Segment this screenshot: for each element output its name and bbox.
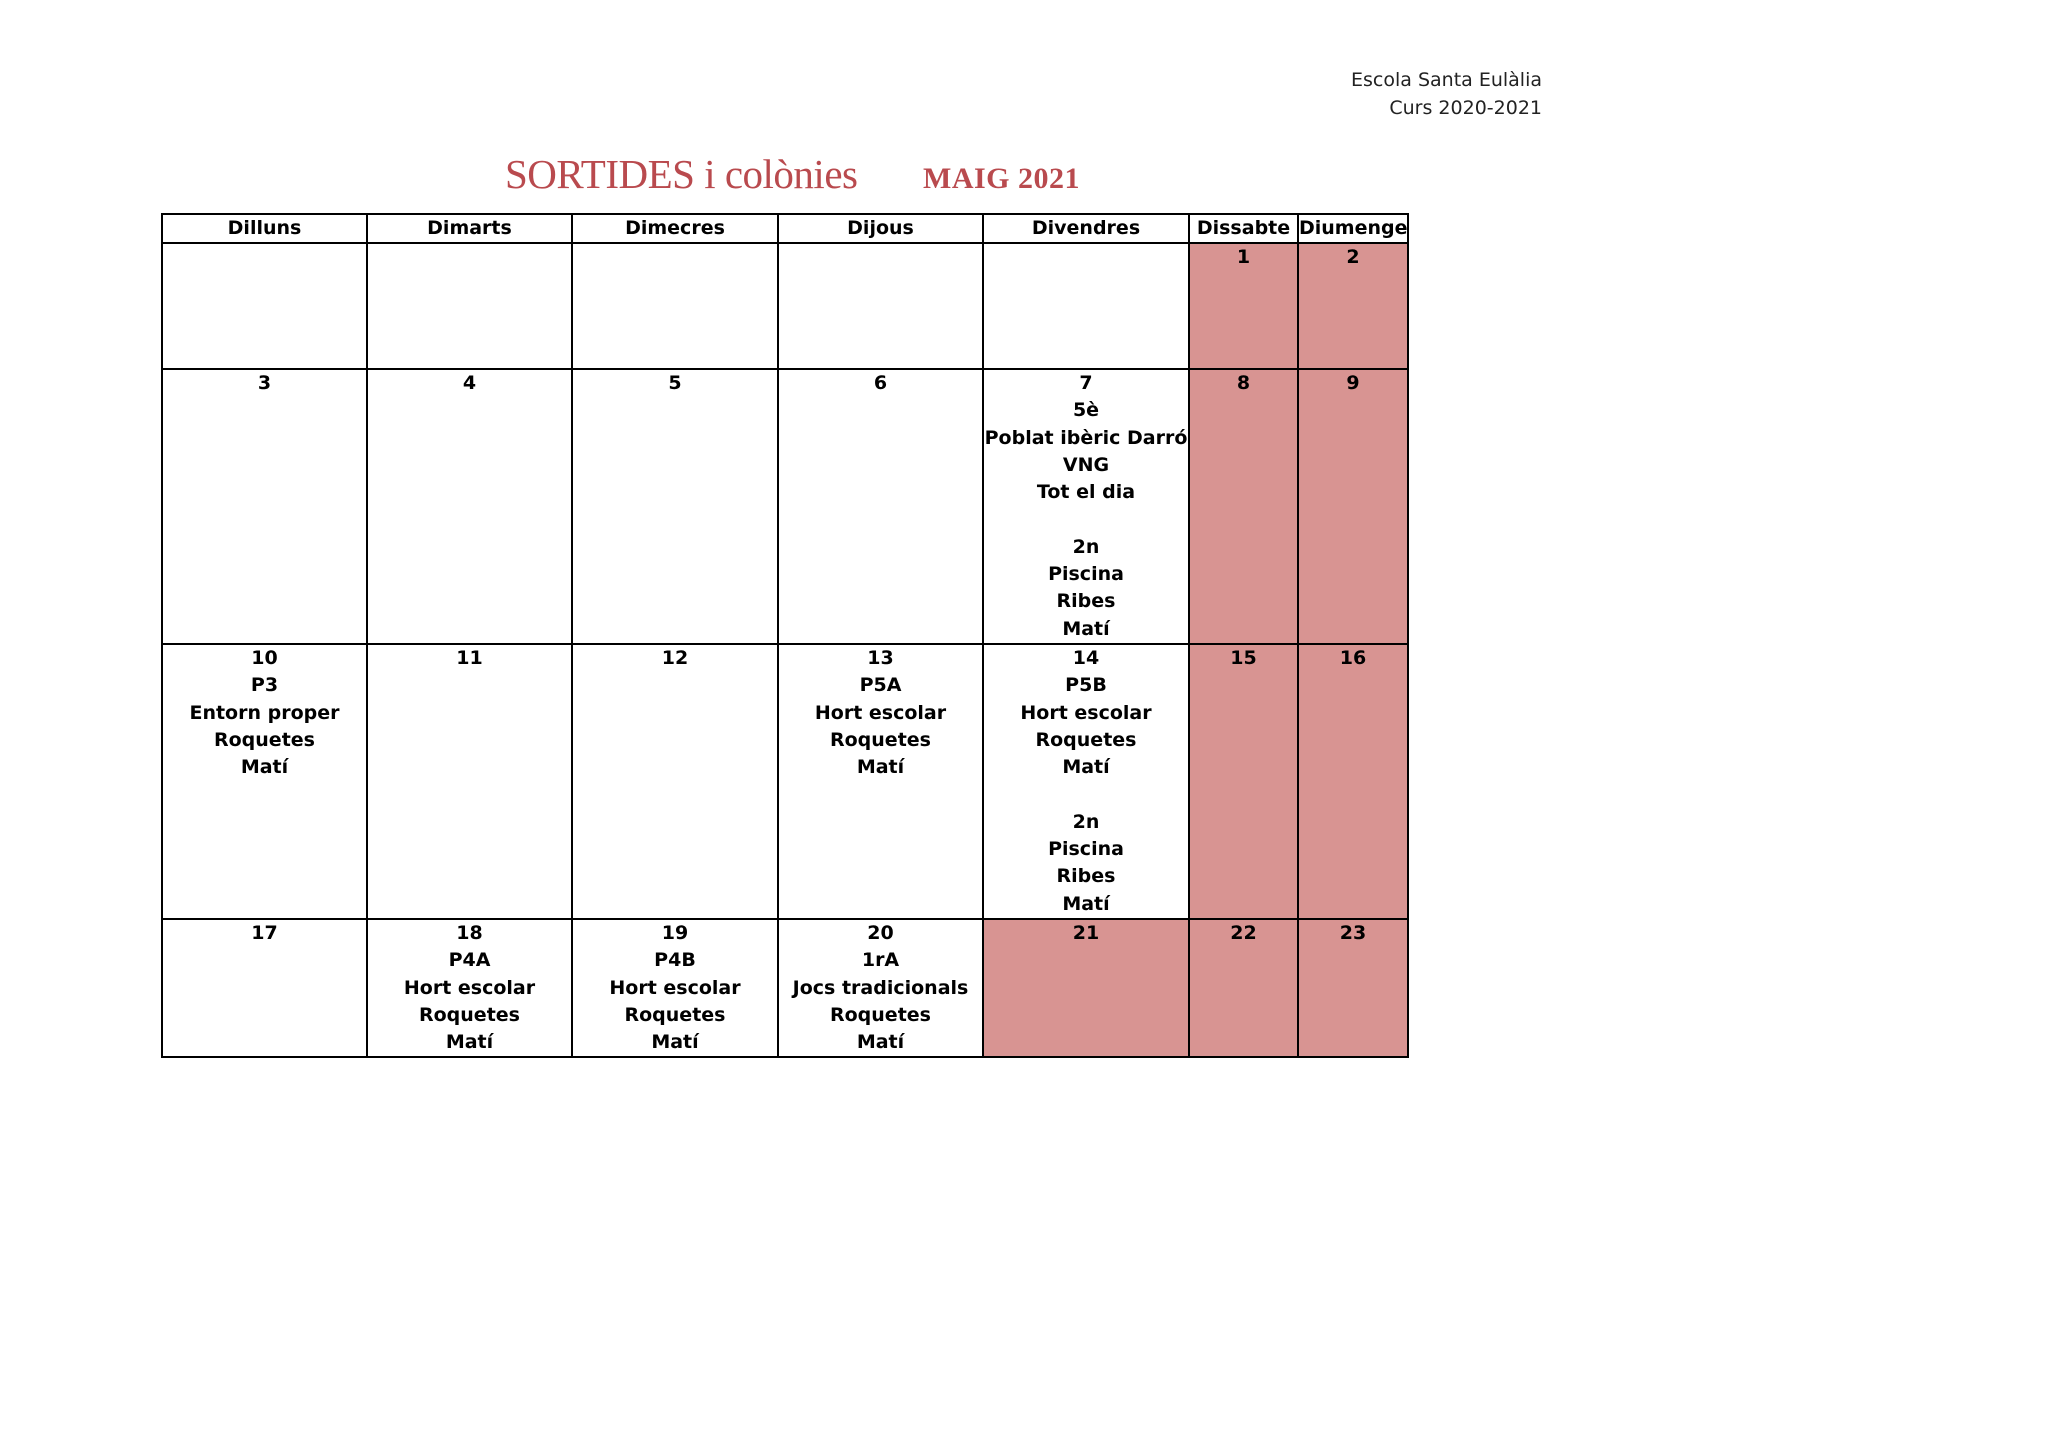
event-line: P5A (859, 674, 902, 697)
calendar-week-row (162, 243, 1408, 369)
event-line: Matí (651, 1031, 699, 1054)
day-number: 17 (251, 921, 278, 944)
month-title: MAIG 2021 (923, 162, 1080, 195)
event-line: Jocs tradicionals (792, 976, 969, 999)
weekday-header: Diumenge (1298, 214, 1408, 243)
calendar-day-cell (572, 919, 778, 1057)
day-number: 6 (873, 372, 888, 394)
day-number: 10 (251, 646, 278, 669)
event-line: Roquetes (830, 728, 931, 751)
event-line: P5B (1065, 674, 1107, 697)
event-line: Matí (856, 756, 905, 779)
event-line: P3 (250, 674, 279, 697)
event-line: Roquetes (624, 1003, 726, 1026)
day-number: 7 (1079, 372, 1093, 394)
calendar-week-row (162, 369, 1408, 644)
calendar-day-cell (1189, 369, 1298, 644)
day-number: 9 (1346, 372, 1360, 394)
event-line: Roquetes (1035, 728, 1137, 751)
weekday-header: Divendres (983, 214, 1189, 243)
day-number: 23 (1339, 921, 1367, 944)
weekday-header: Dijous (778, 214, 983, 243)
calendar-day-cell (983, 243, 1189, 369)
calendar-table (161, 213, 1409, 1058)
calendar-day-cell (162, 919, 367, 1057)
calendar-day-cell (367, 243, 572, 369)
calendar-day-cell (1298, 919, 1408, 1057)
page-title: SORTIDES i colònies (505, 151, 858, 197)
event-line: Matí (445, 1031, 494, 1054)
event-line: Tot el dia (1036, 481, 1136, 504)
day-number: 13 (867, 646, 894, 669)
weekday-header: Dimarts (367, 214, 572, 243)
day-number: 5 (668, 372, 682, 394)
day-number: 8 (1236, 372, 1251, 394)
day-number: 1 (1236, 246, 1251, 268)
school-year: Curs 2020-2021 (1389, 97, 1542, 119)
calendar-day-cell (1298, 369, 1408, 644)
calendar-day-cell (983, 369, 1189, 644)
event-line: VNG (1062, 453, 1110, 476)
calendar-day-cell (778, 644, 983, 919)
event-line: Roquetes (419, 1003, 520, 1026)
day-number: 2 (1346, 246, 1360, 268)
event-line: Matí (240, 756, 289, 779)
event-line (984, 781, 1188, 808)
calendar-day-cell (162, 644, 367, 919)
calendar-day-cell (983, 919, 1189, 1057)
event-line: Hort escolar (814, 701, 947, 724)
event-line: Piscina (1048, 563, 1124, 586)
calendar-day-cell (778, 243, 983, 369)
event-line: Roquetes (830, 1003, 931, 1026)
calendar-day-cell (367, 644, 572, 919)
event-line: 2n (1072, 810, 1100, 833)
event-line: P4B (654, 949, 696, 972)
day-number: 14 (1072, 646, 1100, 669)
calendar-week-row (162, 919, 1408, 1057)
calendar-day-cell (1189, 644, 1298, 919)
event-line: Matí (1062, 756, 1110, 779)
event-line: 1rA (861, 949, 900, 972)
day-number: 3 (257, 372, 272, 394)
calendar-day-cell (1298, 644, 1408, 919)
calendar-body (162, 243, 1408, 1057)
day-number: 16 (1339, 646, 1367, 669)
weekday-header: Dissabte (1189, 214, 1298, 243)
weekday-header: Dilluns (162, 214, 367, 243)
calendar-week-row (162, 644, 1408, 919)
event-line: Roquetes (214, 728, 315, 751)
school-name: Escola Santa Eulàlia (1351, 69, 1542, 91)
day-number: 19 (661, 921, 689, 944)
event-line: Matí (1062, 892, 1110, 915)
calendar-day-cell (572, 369, 778, 644)
event-line (984, 506, 1188, 533)
calendar-day-cell (367, 919, 572, 1057)
event-line: Matí (1062, 617, 1110, 640)
event-line: 2n (1072, 535, 1100, 558)
calendar-day-cell (572, 243, 778, 369)
event-line: Matí (856, 1031, 905, 1054)
day-number: 21 (1072, 921, 1100, 944)
event-line: Piscina (1048, 838, 1124, 861)
day-number: 11 (456, 646, 483, 669)
school-info (1351, 66, 1542, 122)
calendar-day-cell (1189, 919, 1298, 1057)
calendar-day-cell (983, 644, 1189, 919)
calendar-day-cell (162, 369, 367, 644)
event-line: Ribes (1056, 865, 1116, 888)
event-line: Poblat ibèric Darró (984, 426, 1188, 449)
event-line: Entorn proper (189, 701, 340, 724)
calendar-day-cell (572, 644, 778, 919)
calendar-day-cell (1298, 243, 1408, 369)
weekday-header: Dimecres (572, 214, 778, 243)
weekday-header-row (162, 214, 1408, 243)
event-line: Hort escolar (609, 976, 741, 999)
event-line: 5è (1072, 399, 1100, 422)
event-line: P4A (448, 949, 491, 972)
calendar-day-cell (162, 243, 367, 369)
day-number: 22 (1230, 921, 1257, 944)
day-number: 4 (462, 372, 477, 394)
calendar-day-cell (1189, 243, 1298, 369)
day-number: 15 (1230, 646, 1257, 669)
event-line: Hort escolar (403, 976, 536, 999)
day-number: 20 (867, 921, 894, 944)
day-number: 12 (661, 646, 689, 669)
calendar-day-cell (367, 369, 572, 644)
calendar-day-cell (778, 369, 983, 644)
calendar-day-cell (778, 919, 983, 1057)
event-line: Hort escolar (1020, 701, 1152, 724)
event-line: Ribes (1056, 590, 1116, 613)
day-number: 18 (456, 921, 483, 944)
